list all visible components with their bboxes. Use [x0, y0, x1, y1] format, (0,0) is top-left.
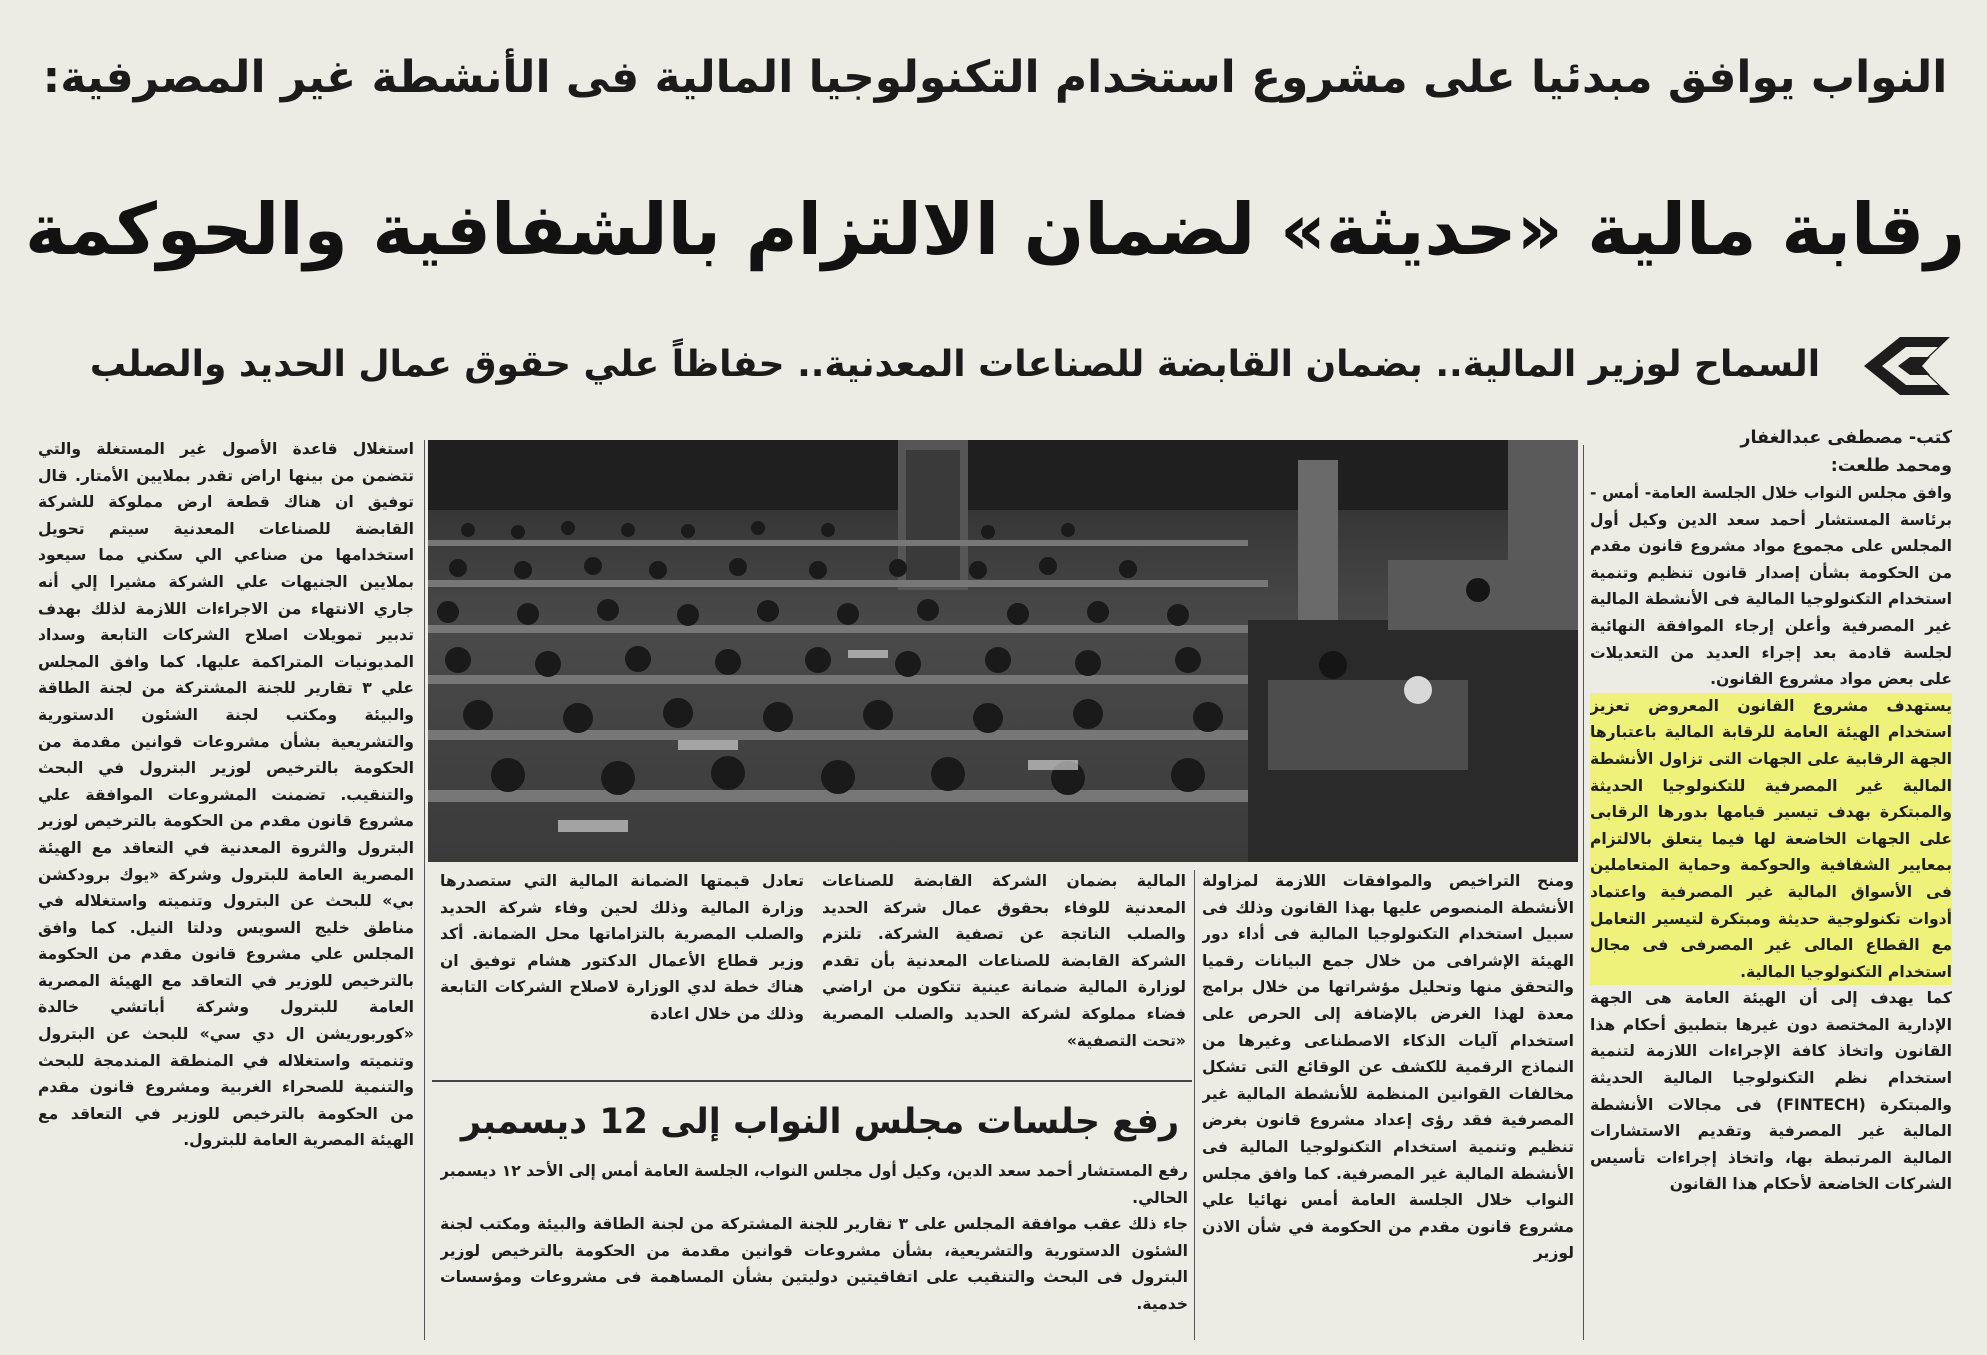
sidebar-paragraph: رفع المستشار أحمد سعد الدين، وكيل أول مجلس النواب، الجلسة العامة أمس إلى الأحد ١٢ ديسمبر الحالي. — [440, 1162, 1188, 1207]
sidebar-body — [440, 1158, 1188, 1346]
column-divider — [424, 440, 425, 1340]
sidebar-paragraph: جاء ذلك عقب موافقة المجلس على ٣ تقارير للجنة المشتركة من لجنة الطاقة والبيئة ومكتب لجنة الشئون الدستورية والتشريعية، بشأن مشروعات قوانين مقدمة من الحكومة بالترخيص لوزير البترول فى البحث والتنقيب على اتفاقيتين دوليتين بشأن المساهمة فى مشروعات ومؤسسات خدمية. — [440, 1215, 1188, 1313]
byline-author-2: ومحمد طلعت: — [1830, 456, 1952, 476]
article-paragraph: ومنح التراخيص والموافقات اللازمة لمزاولة الأنشطة المنصوص عليها بهذا القانون وذلك فى سبيل استخدام التكنولوجيا المالية فى أداء دور الهيئة الإشرافى من خلال جمع البيانات رقميا والتحقق منها وتحليل مؤشراتها من خلال برامج معدة لهذا الغرض بالإضافة إلى الحرص على استخدام آليات الذكاء الاصطناعى وغيرها من النماذج الرقمية للكشف عن الوقائع التى تشكل مخالفات القوانين المنظمة للأنشطة المالية غير المصرفية فقد رؤى إعداد مشروع قانون بغرض تنظيم وتنمية استخدام التكنولوجيا المالية فى الأنشطة المالية غير المصرفية. كما وافق مجلس النواب خلال الجلسة العامة أمس نهائيا علي مشروع قانون مقدم من الحكومة في شأن الاذن لوزير — [1202, 872, 1574, 1263]
article-paragraph: استغلال قاعدة الأصول غير المستغلة والتي تتضمن من بينها اراض تقدر بملايين الأمتار. قال توفيق ان هناك قطعة ارض مملوكة للشركة القابضة للصناعات المعدنية سيتم تحويل استخدامها من صناعي الي سكني مما سيعود بملايين الجنيهات علي الشركة مشيرا إلي أنه جاري الانتهاء من الاجراءات اللازمة لذلك بهدف تدبير تمويلات اصلاح الشركات التابعة وسداد المديونيات المتراكمة عليها. كما وافق المجلس علي ٣ تقارير للجنة المشتركة من لجنة الطاقة والبيئة ومكتب لجنة الشئون الدستورية والتشريعية بشأن مشروعات قوانين مقدمة من الحكومة بالترخيص لوزير البترول في البحث والتنقيب. تضمنت المشروعات الموافقة علي مشروع قانون مقدم من الحكومة بالترخيص لوزير البترول والثروة المعدنية في التعاقد مع الهيئة المصرية العامة للبترول وشركة «يوك برودكشن بي» للبحث عن البترول وتنميته واستغلاله في مناطق خليج السويس ودلتا النيل. كما وافق المجلس علي مشروع قانون مقدم من الحكومة بالترخيص للوزير في التعاقد مع الهيئة المصرية العامة للبترول وشركة أباتشي خالدة «كوربوريشن ال دي سي» للبحث عن البترول وتنميته واستغلاله في المنطقة المندمجة للبحث والتنمية للصحراء الغربية ومشروع قانون مقدم من الحكومة بالترخيص للوزير في التعاقد مع الهيئة المصرية العامة للبترول. — [38, 440, 414, 1150]
chevron-bullet-icon — [1860, 333, 1952, 399]
main-headline: رقابة مالية «حديثة» لضمان الالتزام بالشفافية والحوكمة — [24, 188, 1966, 271]
article-column-5 — [38, 436, 414, 1346]
article-paragraph: كما يهدف إلى أن الهيئة العامة هى الجهة الإدارية المختصة دون غيرها بتطبيق أحكام هذا القانون واتخاذ كافة الإجراءات اللازمة لتنمية استخدام نظم التكنولوجيا المالية الحديثة والمبتكرة (FINTECH) فى مجالات الأنشطة المالية غير المصرفية وتقديم الاستشارات المالية المرتبطة بها، واتخاذ إجراءات تأسيس الشركات الخاضعة لأحكام هذا القانون — [1590, 989, 1952, 1194]
article-column-2 — [1202, 868, 1574, 1346]
parliament-session-photo — [428, 440, 1578, 862]
article-paragraph: تعادل قيمتها الضمانة المالية التي ستصدرها وزارة المالية وذلك لحين وفاء شركة الحديد والصلب المصرية بالتزاماتها محل الضمانة. أكد وزير قطاع الأعمال الدكتور هشام توفيق ان هناك خطة لدي الوزارة لاصلاح الشركات التابعة وذلك من خلال اعادة — [440, 872, 804, 1023]
article-column-4 — [440, 868, 804, 1074]
byline-author-1: كتب- مصطفى عبدالغفار — [1740, 428, 1952, 448]
kicker-headline: النواب يوافق مبدئيا على مشروع استخدام التكنولوجيا المالية فى الأنشطة غير المصرفية: — [42, 52, 1948, 103]
column-divider — [1583, 445, 1584, 1340]
subheadline: السماح لوزير المالية.. بضمان القابضة للصناعات المعدنية.. حفاظاً علي حقوق عمال الحديد والصلب — [89, 344, 1821, 385]
article-column-1 — [1590, 424, 1952, 1344]
article-paragraph: المالية بضمان الشركة القابضة للصناعات المعدنية للوفاء بحقوق عمال شركة الحديد والصلب الناتجة عن تصفية الشركة. تلتزم الشركة القابضة للصناعات المعدنية بأن تقدم لوزارة المالية ضمانة عينية تتكون من اراضي فضاء مملوكة لشركة الحديد والصلب المصرية «تحت التصفية» — [822, 872, 1186, 1050]
article-column-3 — [822, 868, 1186, 1074]
highlighted-paragraph: يستهدف مشروع القانون المعروض تعزيز استخدام الهيئة العامة للرقابة المالية باعتبارها الجهة الرقابية على الجهات التى تزاول الأنشطة المالية غير المصرفية للتكنولوجيا الحديثة والمبتكرة بهدف تيسير قيامها بدورها الرقابى على الجهات الخاضعة لها فيما يتعلق بالالتزام بمعايير الشفافية والحوكمة وحماية المتعاملين فى الأسواق المالية غير المصرفية واعتماد أدوات تكنولوجية حديثة ومبتكرة لتيسير التعامل مع القطاع المالى غير المصرفى فى مجال استخدام التكنولوجيا المالية. — [1590, 693, 1952, 986]
sidebar-title: رفع جلسات مجلس النواب إلى 12 ديسمبر — [460, 1102, 1180, 1142]
article-paragraph: وافق مجلس النواب خلال الجلسة العامة- أمس - برئاسة المستشار أحمد سعد الدين وكيل أول المجلس على مجموع مواد مشروع قانون مقدم من الحكومة بشأن إصدار قانون تنظيم وتنمية استخدام التكنولوجيا المالية فى الأنشطة المالية غير المصرفية وأعلن إرجاء الموافقة النهائية لجلسة قادمة بعد إجراء العديد من التعديلات على بعض مواد مشروع القانون. — [1590, 484, 1952, 689]
